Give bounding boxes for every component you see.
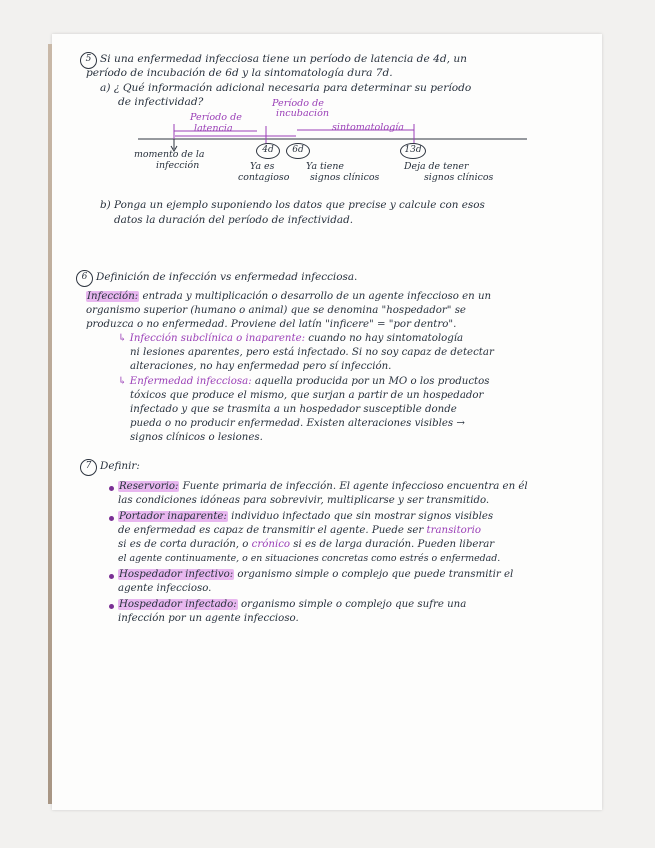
portador-line1 — [118, 510, 493, 523]
portador-def-l4: el agente continuamente, o en situaciones concretas como estrés o enfermedad. — [118, 553, 501, 564]
enfermedad-def-l2: tóxicos que produce el mismo, que surjan a partir de un hospedador — [130, 390, 484, 401]
notebook-page — [52, 34, 602, 810]
q6-title: Definición de infección vs enfermedad infecciosa. — [96, 271, 358, 283]
portador-def-l1: individuo infectado que sin mostrar signos visibles — [231, 511, 494, 522]
portador-def-l2: de enfermedad es capaz de transmitir el agente. Puede ser — [118, 525, 424, 536]
enfermedad-def-l3: infectado y que se trasmita a un hospedador susceptible donde — [130, 404, 457, 415]
q5b-line2: datos la duración del período de infectividad. — [114, 214, 354, 226]
enfermedad-def-l4: pueda o no producir enfermedad. Existen alteraciones visibles → — [130, 418, 465, 429]
hinfectivo-def-l2: agente infeccioso. — [118, 583, 212, 594]
label-contagioso-2: contagioso — [238, 172, 290, 183]
mark-6d: 6d — [286, 143, 310, 159]
label-periodo-latencia-1: Período de — [190, 112, 242, 123]
arrow-icon: ↳ — [118, 333, 127, 344]
label-signos-2: signos clínicos — [310, 172, 380, 183]
enfermedad-line1 — [118, 375, 489, 388]
label-momento-infeccion-1: momento de la — [134, 149, 205, 160]
hinfectivo-def-l1: organismo simple o complejo que puede transmitir el — [237, 569, 514, 580]
portador-line2 — [118, 524, 481, 537]
bullet-icon — [109, 486, 114, 491]
q5a-line1: a) ¿ Qué información adicional necesaria para determinar su período — [100, 82, 472, 94]
label-deja-1: Deja de tener — [404, 161, 469, 172]
infeccion-def-l2: organismo superior (humano o animal) que se denomina "hospedador" se — [86, 305, 466, 316]
subclinica-def-l1: cuando no hay sintomatología — [308, 333, 464, 344]
portador-line3 — [118, 538, 494, 551]
term-enfermedad-infecciosa: Enfermedad infecciosa: — [129, 376, 252, 387]
portador-def-l3a: si es de corta duración, o — [118, 539, 249, 550]
term-portador-inaparente: Portador inaparente: — [119, 511, 227, 522]
mark-4d: 4d — [256, 143, 280, 159]
q5-statement-line2: período de incubación de 6d y la sintomatología dura 7d. — [86, 67, 393, 79]
mark-13d: 13d — [400, 143, 426, 159]
label-periodo-incubacion-2: incubación — [276, 108, 330, 119]
label-momento-infeccion-2: infección — [156, 160, 200, 171]
question-number-6: 6 — [76, 270, 93, 287]
label-contagioso-1: Ya es — [250, 161, 275, 172]
infeccion-line1 — [86, 290, 491, 303]
term-subclinica: Infección subclínica o inaparente: — [129, 333, 306, 344]
term-hospedador-infectado: Hospedador infectado: — [119, 599, 237, 610]
label-deja-2: signos clínicos — [424, 172, 494, 183]
q5a-line2: de infectividad? — [118, 96, 204, 108]
reservorio-def-l1: Fuente primaria de infección. El agente infeccioso encuentra en él — [182, 481, 528, 492]
enfermedad-def-l5: signos clínicos o lesiones. — [130, 432, 263, 443]
label-periodo-latencia-2: latencia — [194, 123, 233, 134]
q7-title: Definir: — [100, 460, 140, 472]
bullet-icon — [109, 516, 114, 521]
term-reservorio: Reservorio: — [119, 481, 179, 492]
infeccion-def-l1: entrada y multiplicación o desarrollo de un agente infeccioso en un — [142, 291, 492, 302]
term-transitorio: transitorio — [426, 525, 482, 536]
arrow-icon: ↳ — [118, 376, 127, 387]
subclinica-def-l3: alteraciones, no hay enfermedad pero sí infección. — [130, 361, 392, 372]
reservorio-def-l2: las condiciones idóneas para sobrevivir, multiplicarse y ser transmitido. — [118, 495, 490, 506]
term-infeccion: Infección: — [87, 291, 139, 302]
question-number-7: 7 — [80, 459, 97, 476]
term-hospedador-infectivo: Hospedador infectivo: — [119, 569, 234, 580]
hinfectado-line1 — [118, 598, 466, 611]
bullet-icon — [109, 574, 114, 579]
subclinica-def-l2: ni lesiones aparentes, pero está infectado. Si no soy capaz de detectar — [130, 347, 494, 358]
q5-statement-line1: Si una enfermedad infecciosa tiene un período de latencia de 4d, un — [100, 53, 467, 65]
hinfectado-def-l1: organismo simple o complejo que sufre una — [240, 599, 467, 610]
hinfectado-def-l2: infección por un agente infeccioso. — [118, 613, 299, 624]
label-sintomatologia: sintomatología — [332, 122, 405, 133]
term-cronico: crónico — [251, 539, 291, 550]
portador-def-l3b: si es de larga duración. Pueden liberar — [293, 539, 495, 550]
enfermedad-def-l1: aquella producida por un MO o los productos — [254, 376, 490, 387]
reservorio-line1 — [118, 480, 528, 493]
label-periodo-incubacion-1: Período de — [272, 98, 324, 109]
question-number-5: 5 — [80, 52, 97, 69]
bullet-icon — [109, 604, 114, 609]
infeccion-def-l3: produzca o no enfermedad. Proviene del latín "inficere" = "por dentro". — [86, 319, 457, 330]
hinfectivo-line1 — [118, 568, 513, 581]
subclinica-line1 — [118, 332, 463, 345]
q5b-line1: b) Ponga un ejemplo suponiendo los datos que precise y calcule con esos — [100, 199, 485, 211]
label-signos-1: Ya tiene — [306, 161, 344, 172]
